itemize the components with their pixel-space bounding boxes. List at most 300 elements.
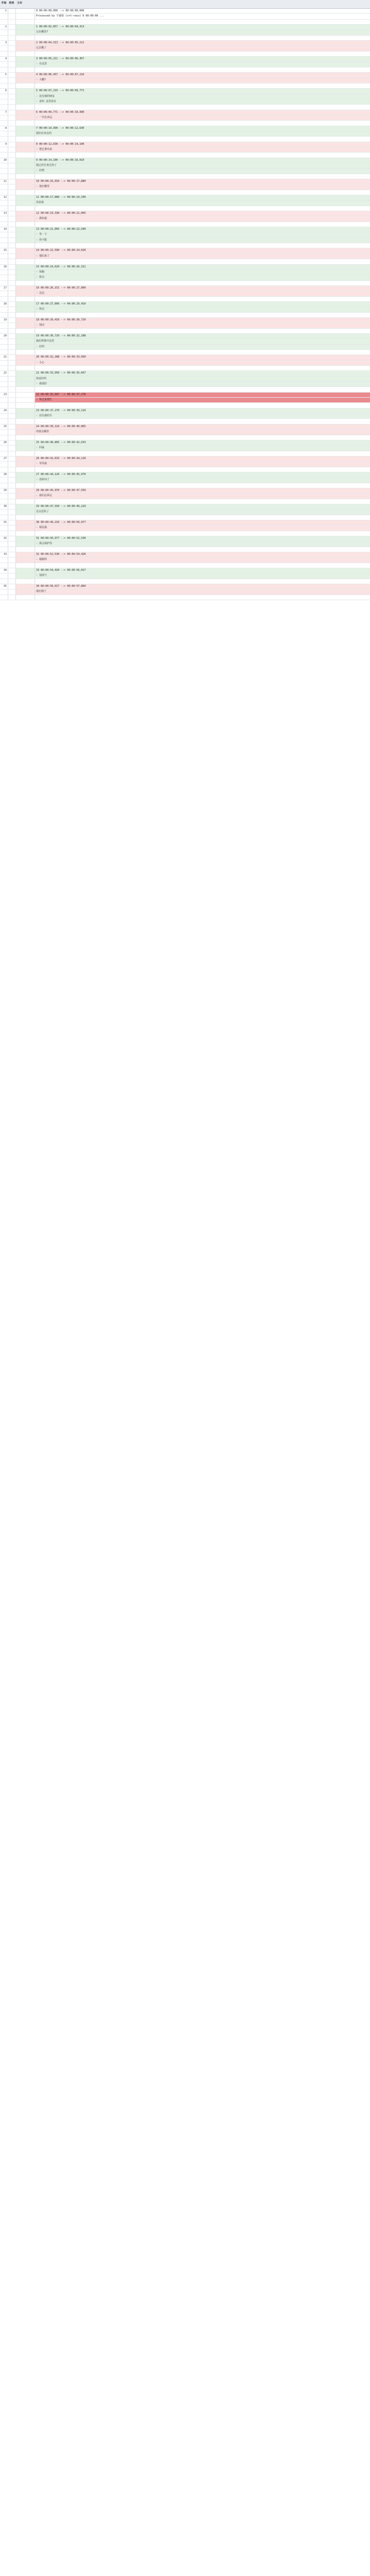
table-row[interactable] xyxy=(0,147,370,152)
row-text[interactable]: - 快跑 xyxy=(35,270,370,275)
row-text[interactable] xyxy=(35,563,370,568)
row-text[interactable] xyxy=(35,387,370,392)
table-row[interactable] xyxy=(0,547,370,552)
table-row[interactable] xyxy=(0,67,370,73)
row-text[interactable] xyxy=(35,515,370,520)
row-text[interactable]: 13 00:00:21,005 --> 00:00:22,590 xyxy=(35,227,370,232)
table-row[interactable] xyxy=(0,121,370,126)
table-row[interactable] xyxy=(0,504,370,510)
row-index: 16 xyxy=(3,265,7,268)
row-text[interactable] xyxy=(35,313,370,317)
row-text[interactable]: - 回家 xyxy=(35,446,370,450)
row-text[interactable]: - 我知道 xyxy=(35,216,370,221)
row-marker xyxy=(15,483,35,488)
row-index xyxy=(0,168,8,173)
row-text[interactable] xyxy=(35,329,370,333)
table-row[interactable] xyxy=(0,184,370,190)
row-text[interactable] xyxy=(35,595,370,600)
table-row[interactable] xyxy=(0,526,370,531)
table-row[interactable] xyxy=(0,409,370,414)
row-end-index xyxy=(8,478,15,482)
row-text[interactable]: 我们得离开这里 xyxy=(35,339,370,344)
table-row[interactable] xyxy=(0,472,370,478)
row-text[interactable]: 25 00:00:40,805 --> 00:00:42,633 xyxy=(35,440,370,445)
table-row[interactable] xyxy=(0,216,370,222)
row-text[interactable] xyxy=(35,483,370,488)
row-text[interactable]: 28 00:00:45,970 --> 00:00:47,550 xyxy=(35,488,370,493)
row-marker xyxy=(15,78,35,82)
table-row[interactable] xyxy=(0,323,370,328)
row-text[interactable]: 23 00:00:37,270 --> 00:00:39,110 xyxy=(35,409,370,413)
row-end-index xyxy=(8,499,15,504)
row-text[interactable]: 20 00:00:32,288 --> 00:00:33,950 xyxy=(35,355,370,360)
table-row[interactable] xyxy=(0,456,370,462)
table-row[interactable] xyxy=(0,520,370,526)
table-row[interactable] xyxy=(0,41,370,46)
row-text[interactable]: 26 00:00:42,633 --> 00:00:44,120 xyxy=(35,456,370,461)
row-index: 32 xyxy=(3,537,7,540)
table-row[interactable] xyxy=(0,478,370,483)
table-row[interactable] xyxy=(0,334,370,339)
row-text[interactable]: 5 00:00:07,210 --> 00:00:09,771 xyxy=(35,89,370,93)
row-text[interactable]: - 别动 xyxy=(35,323,370,328)
row-marker xyxy=(15,520,35,525)
row-index xyxy=(0,377,8,381)
row-text[interactable]: 29 00:00:47,550 --> 00:00:49,210 xyxy=(35,504,370,509)
row-text[interactable]: 我已经告诉过你了 xyxy=(35,163,370,168)
row-text[interactable]: 24 00:00:39,110 --> 00:00:40,805 xyxy=(35,425,370,429)
table-row[interactable] xyxy=(0,515,370,520)
table-row[interactable] xyxy=(0,200,370,206)
table-row[interactable] xyxy=(0,20,370,25)
table-row[interactable] xyxy=(0,462,370,467)
table-row[interactable] xyxy=(0,158,370,163)
row-index xyxy=(0,30,8,35)
row-end-index xyxy=(8,152,15,157)
table-row[interactable] xyxy=(0,291,370,296)
row-text[interactable]: - 我会保护你 xyxy=(35,541,370,546)
table-row[interactable] xyxy=(0,414,370,419)
row-end-index xyxy=(8,20,15,24)
row-marker xyxy=(15,589,35,594)
row-text[interactable] xyxy=(35,222,370,227)
table-row[interactable] xyxy=(0,259,370,264)
row-text[interactable]: - 是吗 这里没有 xyxy=(35,99,370,104)
row-text[interactable] xyxy=(35,467,370,472)
table-row[interactable] xyxy=(0,536,370,541)
row-text[interactable]: - 他们来了 xyxy=(35,254,370,259)
table-row[interactable] xyxy=(0,488,370,494)
row-marker xyxy=(15,366,35,370)
table-row[interactable] xyxy=(0,366,370,371)
row-marker xyxy=(15,430,35,434)
header-filler xyxy=(36,0,370,8)
table-row[interactable] xyxy=(0,57,370,62)
row-text[interactable] xyxy=(35,174,370,179)
row-text[interactable] xyxy=(35,36,370,40)
table-row[interactable] xyxy=(0,451,370,456)
row-end-index xyxy=(8,52,15,56)
table-row[interactable] xyxy=(0,195,370,200)
row-text[interactable]: 我们应该走的 xyxy=(35,131,370,136)
row-text[interactable]: - 快过来帮忙 xyxy=(35,398,370,402)
table-row[interactable] xyxy=(0,425,370,430)
row-text[interactable]: 14 00:00:22,590 --> 00:00:24,020 xyxy=(35,248,370,253)
row-index: 8 xyxy=(5,126,7,130)
row-text[interactable] xyxy=(35,105,370,109)
table-row[interactable] xyxy=(0,584,370,589)
row-index: 5 xyxy=(5,73,7,77)
table-row[interactable] xyxy=(0,126,370,131)
table-row[interactable] xyxy=(0,589,370,595)
row-marker xyxy=(15,339,35,344)
row-text[interactable]: - 别客气 xyxy=(35,573,370,578)
row-text[interactable]: 17 00:00:27,800 --> 00:00:29,410 xyxy=(35,302,370,307)
row-text[interactable] xyxy=(35,419,370,423)
table-row[interactable] xyxy=(0,275,370,280)
row-marker xyxy=(15,158,35,163)
row-marker xyxy=(15,302,35,307)
table-row[interactable] xyxy=(0,430,370,435)
row-index: 20 xyxy=(3,334,7,337)
row-text[interactable]: - 把它拿出来 xyxy=(35,147,370,152)
row-marker xyxy=(15,377,35,381)
row-end-index xyxy=(8,57,15,61)
row-text[interactable]: 16 00:00:26,151 --> 00:00:27,800 xyxy=(35,286,370,291)
table-row[interactable] xyxy=(0,36,370,41)
row-index xyxy=(0,329,8,333)
row-text[interactable]: 6 00:00:09,771 --> 00:00:10,990 xyxy=(35,110,370,115)
table-row[interactable] xyxy=(0,483,370,488)
table-row[interactable] xyxy=(0,265,370,270)
row-text[interactable] xyxy=(35,83,370,88)
row-end-index xyxy=(8,259,15,264)
row-text[interactable]: 10 00:00:16,010 --> 00:00:17,880 xyxy=(35,179,370,184)
row-marker xyxy=(15,275,35,280)
row-end-index xyxy=(8,345,15,349)
row-text[interactable]: - 一共有多远 xyxy=(35,115,370,120)
table-row[interactable] xyxy=(0,227,370,232)
row-text[interactable] xyxy=(35,52,370,56)
row-text[interactable]: 1 00:00:02,857 --> 00:00:04,313 xyxy=(35,25,370,29)
row-marker xyxy=(15,110,35,115)
table-row[interactable] xyxy=(0,494,370,499)
row-text[interactable] xyxy=(35,20,370,24)
row-text[interactable]: 你是谁 xyxy=(35,200,370,205)
row-text[interactable]: - 这边 xyxy=(35,291,370,296)
row-marker xyxy=(15,440,35,445)
table-row[interactable] xyxy=(0,168,370,174)
row-text[interactable] xyxy=(35,206,370,211)
row-marker xyxy=(15,227,35,232)
table-row[interactable] xyxy=(0,115,370,121)
row-marker xyxy=(15,286,35,291)
row-text[interactable]: 这太危险了 xyxy=(35,510,370,514)
table-row[interactable] xyxy=(0,345,370,350)
row-text[interactable]: 你还好吗 xyxy=(35,377,370,381)
table-row[interactable] xyxy=(0,361,370,366)
table-row[interactable] xyxy=(0,78,370,83)
row-marker xyxy=(15,20,35,24)
row-text[interactable]: 我们到了 xyxy=(35,589,370,594)
table-row[interactable] xyxy=(0,531,370,536)
row-index xyxy=(0,46,8,50)
table-row[interactable] xyxy=(0,94,370,99)
row-index xyxy=(0,36,8,40)
row-text[interactable]: - 快点 xyxy=(35,275,370,280)
row-index xyxy=(0,174,8,179)
row-text[interactable]: 19 00:00:30,720 --> 00:00:32,288 xyxy=(35,334,370,338)
row-text[interactable] xyxy=(35,67,370,72)
table-row[interactable] xyxy=(0,355,370,360)
row-index: 29 xyxy=(3,488,7,492)
table-row[interactable] xyxy=(0,9,370,14)
table-row[interactable] xyxy=(0,387,370,392)
table-row[interactable] xyxy=(0,211,370,216)
table-row[interactable] xyxy=(0,313,370,318)
table-row[interactable] xyxy=(0,232,370,238)
row-text[interactable]: 8 00:00:12,630 --> 00:00:14,100 xyxy=(35,142,370,147)
row-index: 26 xyxy=(3,440,7,444)
row-text[interactable]: - 相信我 xyxy=(35,526,370,530)
row-text[interactable] xyxy=(35,403,370,408)
table-row[interactable] xyxy=(0,440,370,446)
row-text[interactable] xyxy=(35,547,370,552)
row-end-index xyxy=(8,313,15,317)
row-text[interactable]: - 拉住我的手 xyxy=(35,414,370,418)
row-text[interactable] xyxy=(35,281,370,285)
row-marker xyxy=(15,515,35,520)
table-row[interactable] xyxy=(0,222,370,227)
table-row[interactable] xyxy=(0,243,370,248)
table-row[interactable] xyxy=(0,302,370,307)
row-text[interactable] xyxy=(35,190,370,195)
table-row[interactable] xyxy=(0,142,370,147)
row-end-index xyxy=(8,254,15,259)
row-index xyxy=(0,494,8,498)
row-text[interactable]: 18 00:00:29,410 --> 00:00:30,720 xyxy=(35,318,370,323)
row-marker xyxy=(15,510,35,514)
row-text[interactable]: - 他在哪里 xyxy=(35,184,370,189)
table-row[interactable] xyxy=(0,541,370,547)
col-text-header[interactable]: 文本 xyxy=(17,2,23,5)
table-row[interactable] xyxy=(0,307,370,312)
row-text[interactable]: 22 00:00:35,607 --> 00:00:37,270 xyxy=(35,393,370,397)
row-index: 19 xyxy=(3,318,7,321)
row-index xyxy=(0,526,8,530)
table-row[interactable] xyxy=(0,105,370,110)
row-index xyxy=(0,467,8,472)
row-marker xyxy=(15,409,35,413)
row-marker xyxy=(15,168,35,173)
row-text[interactable]: 2 00:00:04,313 --> 00:00:05,211 xyxy=(35,41,370,45)
row-marker xyxy=(15,387,35,392)
table-row[interactable] xyxy=(0,254,370,259)
table-row[interactable] xyxy=(0,557,370,563)
row-text[interactable]: 32 00:00:52,530 --> 00:00:54,420 xyxy=(35,552,370,557)
row-marker xyxy=(15,83,35,88)
table-row[interactable] xyxy=(0,371,370,376)
table-row[interactable] xyxy=(0,377,370,382)
row-index xyxy=(0,541,8,546)
row-text[interactable]: 12 00:00:19,330 --> 00:00:21,005 xyxy=(35,211,370,216)
row-text[interactable]: 30 00:00:49,210 --> 00:00:50,977 xyxy=(35,520,370,525)
table-row[interactable] xyxy=(0,467,370,472)
row-index xyxy=(0,350,8,354)
row-text[interactable] xyxy=(35,297,370,301)
row-end-index xyxy=(8,62,15,66)
row-text[interactable]: - 等一下 xyxy=(35,232,370,237)
row-text[interactable]: - 好吧 xyxy=(35,168,370,173)
row-text[interactable] xyxy=(35,499,370,504)
row-text[interactable] xyxy=(35,435,370,440)
row-marker xyxy=(15,243,35,248)
row-text[interactable]: - 好的 xyxy=(35,345,370,349)
table-row[interactable] xyxy=(0,179,370,184)
table-row[interactable] xyxy=(0,286,370,291)
table-row[interactable] xyxy=(0,398,370,403)
row-text[interactable] xyxy=(35,350,370,354)
table-row[interactable] xyxy=(0,403,370,408)
row-marker xyxy=(15,222,35,227)
row-end-index xyxy=(8,419,15,423)
table-row[interactable] xyxy=(0,163,370,168)
row-index xyxy=(0,163,8,168)
row-index xyxy=(0,222,8,227)
table-row[interactable] xyxy=(0,281,370,286)
row-text[interactable]: - 没时间了 xyxy=(35,478,370,482)
row-text[interactable]: 7 00:00:10,990 --> 00:00:12,630 xyxy=(35,126,370,131)
table-row[interactable] xyxy=(0,248,370,253)
row-text[interactable] xyxy=(35,531,370,536)
row-text[interactable]: 21 00:00:33,950 --> 00:00:35,607 xyxy=(35,371,370,376)
table-row[interactable] xyxy=(0,52,370,57)
table-row[interactable] xyxy=(0,382,370,387)
table-row[interactable] xyxy=(0,393,370,398)
col-end-header[interactable]: 结束 xyxy=(9,2,14,5)
table-row[interactable] xyxy=(0,137,370,142)
table-row[interactable] xyxy=(0,350,370,355)
row-text[interactable]: - 小心 xyxy=(35,361,370,365)
row-index xyxy=(0,147,8,152)
row-text[interactable]: - 我很好 xyxy=(35,382,370,386)
table-row[interactable] xyxy=(0,99,370,105)
table-row[interactable] xyxy=(0,131,370,137)
row-end-index xyxy=(8,265,15,269)
table-row[interactable] xyxy=(0,579,370,584)
row-text[interactable]: - 快走 xyxy=(35,307,370,312)
row-text[interactable] xyxy=(35,259,370,264)
row-marker xyxy=(15,248,35,253)
table-row[interactable] xyxy=(0,499,370,504)
table-row[interactable] xyxy=(0,318,370,323)
row-text[interactable]: 15 00:00:24,020 --> 00:00:26,151 xyxy=(35,265,370,269)
row-text[interactable] xyxy=(35,121,370,125)
row-text[interactable]: - 大概? xyxy=(35,78,370,82)
table-row[interactable] xyxy=(0,419,370,424)
row-index xyxy=(0,238,8,243)
row-end-index xyxy=(8,350,15,354)
table-row[interactable] xyxy=(0,89,370,94)
row-end-index xyxy=(8,302,15,307)
table-row[interactable] xyxy=(0,110,370,115)
table-row[interactable] xyxy=(0,62,370,67)
row-text[interactable]: - 这有我的朋友 xyxy=(35,94,370,99)
row-text[interactable]: - 我们必须走 xyxy=(35,494,370,498)
row-text[interactable]: 34 00:00:56,017 --> 00:00:57,860 xyxy=(35,584,370,589)
row-marker xyxy=(15,163,35,168)
row-end-index xyxy=(8,195,15,200)
row-marker xyxy=(15,291,35,296)
table-row[interactable] xyxy=(0,595,370,600)
table-row[interactable] xyxy=(0,568,370,573)
row-text[interactable]: 33 00:00:54,420 --> 00:00:56,017 xyxy=(35,568,370,573)
table-row[interactable] xyxy=(0,446,370,451)
row-text[interactable]: 31 00:00:50,977 --> 00:00:52,530 xyxy=(35,536,370,541)
table-row[interactable] xyxy=(0,73,370,78)
table-row[interactable] xyxy=(0,206,370,211)
row-text[interactable]: - 你不能 xyxy=(35,238,370,243)
row-end-index xyxy=(8,190,15,195)
row-text[interactable] xyxy=(35,366,370,370)
row-text[interactable]: - 在这里 xyxy=(35,62,370,66)
table-row[interactable] xyxy=(0,174,370,179)
table-row[interactable] xyxy=(0,30,370,35)
row-text[interactable] xyxy=(35,243,370,248)
row-text[interactable] xyxy=(35,579,370,584)
row-marker xyxy=(15,216,35,221)
row-text[interactable]: - 谢谢你 xyxy=(35,557,370,562)
row-text[interactable]: 它在哪里? xyxy=(35,30,370,35)
table-row[interactable] xyxy=(0,297,370,302)
row-text[interactable] xyxy=(35,451,370,456)
row-text[interactable]: - 等等我 xyxy=(35,462,370,466)
row-marker xyxy=(15,361,35,365)
row-text[interactable]: 27 00:00:44,120 --> 00:00:45,970 xyxy=(35,472,370,477)
table-row[interactable] xyxy=(0,435,370,440)
row-text[interactable]: Processed by 字幕组 (srt->ass) 0 00:00:00 ... xyxy=(35,14,370,19)
row-text[interactable]: 3 00:00:05,211 --> 00:00:06,457 xyxy=(35,57,370,61)
row-text[interactable] xyxy=(35,152,370,157)
table-row[interactable] xyxy=(0,190,370,195)
table-row[interactable] xyxy=(0,270,370,275)
table-row[interactable] xyxy=(0,25,370,30)
table-row[interactable] xyxy=(0,329,370,334)
col-start-header[interactable]: 开始 xyxy=(1,2,7,5)
row-text[interactable]: 4 00:00:06,457 --> 00:00:07,210 xyxy=(35,73,370,77)
row-text[interactable]: 9 00:00:14,100 --> 00:00:16,010 xyxy=(35,158,370,163)
row-text[interactable]: 你要去哪里 xyxy=(35,430,370,434)
table-row[interactable] xyxy=(0,238,370,243)
table-row[interactable] xyxy=(0,339,370,344)
table-row[interactable] xyxy=(0,46,370,51)
table-row[interactable] xyxy=(0,573,370,579)
table-row[interactable] xyxy=(0,510,370,515)
table-row[interactable] xyxy=(0,83,370,89)
row-text[interactable] xyxy=(35,137,370,141)
table-row[interactable] xyxy=(0,14,370,19)
table-row[interactable] xyxy=(0,152,370,158)
row-end-index xyxy=(8,99,15,104)
row-end-index xyxy=(8,14,15,19)
row-text[interactable]: 11 00:00:17,880 --> 00:00:19,330 xyxy=(35,195,370,200)
row-end-index xyxy=(8,552,15,557)
table-row[interactable] xyxy=(0,563,370,568)
row-index xyxy=(0,419,8,423)
table-row[interactable] xyxy=(0,552,370,557)
row-text[interactable]: 它去哪了 xyxy=(35,46,370,50)
row-text[interactable]: 0 00:00:00,000 --> 00:00:00,000 xyxy=(35,9,370,13)
